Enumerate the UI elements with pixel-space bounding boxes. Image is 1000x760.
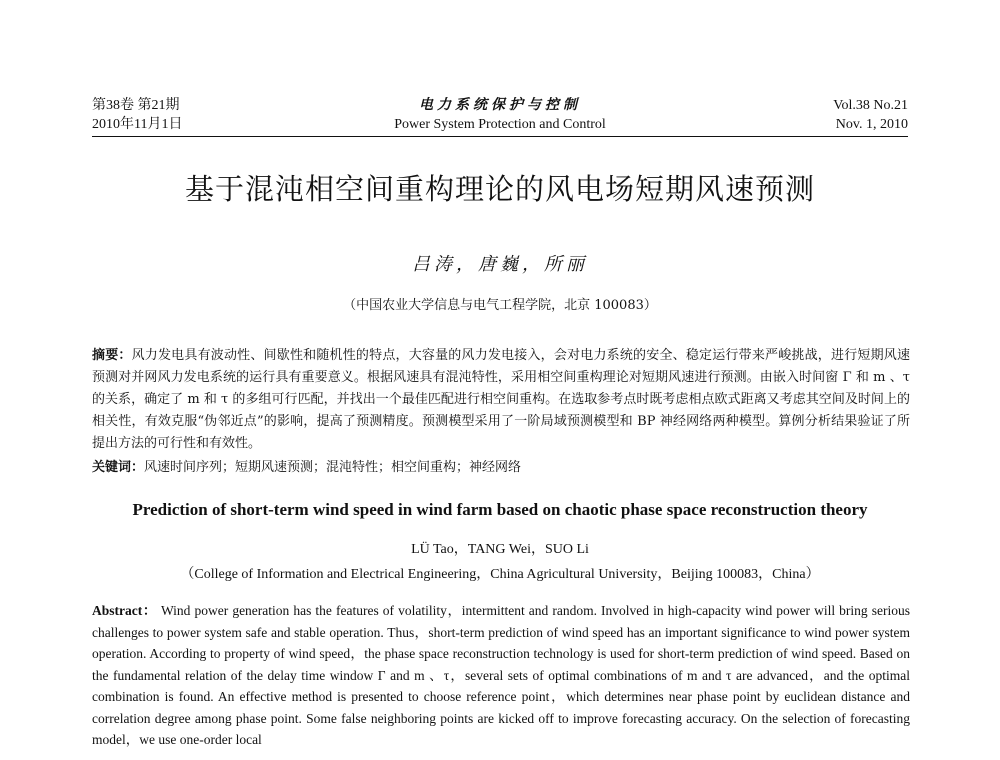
volume-issue-cn: 第38卷 第21期 [92,98,180,113]
abstract-en-text: Wind power generation has the features of volatility，intermittent and random. Involved in high-capacity wind power will bring serious challenges to power system safe and stable operation. Thus，short-term prediction of wind speed has an important significance to wind power system operation. According to property of wind speed，the phase space reconstruction technology is used for short-term prediction of wind speed. Based on the fundamental relation of the delay time window Γ and m 、τ，several sets of optimal combinations of m and τ are advanced，and the optimal combination is found. An effective method is presented to choose reference point，which determines near phase point by euclidean distance and correlation degree among phase point. Some false neighboring points are kicked off to improve forecasting accuracy. On the selection of forecasting model，we use one-order local [92,603,910,747]
journal-name-en: Power System Protection and Control [394,117,606,132]
abstract-en [92,600,910,751]
date-en: Nov. 1, 2010 [835,117,908,132]
paper-title-cn: 基于混沌相空间重构理论的风电场短期风速预测 [184,172,815,206]
authors-cn: 吕涛，唐巍，所丽 [412,254,588,275]
journal-volume-en [833,96,908,134]
header-divider [92,136,908,137]
date-cn: 2010年11月1日 [92,117,183,132]
keywords-cn-label: 关键词： [92,460,145,475]
volume-issue-en: Vol.38 No.21 [833,98,908,113]
authors-en: LÜ Tao，TANG Wei，SUO Li [411,542,589,557]
paper-title-en: Prediction of short-term wind speed in wind farm based on chaotic phase space reconstruction theory [132,500,868,519]
abstract-cn-text: 风力发电具有波动性、间歇性和随机性的特点，大容量的风力发电接入，会对电力系统的安全、稳定运行带来严峻挑战，进行短期风速预测对并网风力发电系统的运行具有重要意义。根据风速具有混沌特性，采用相空间重构理论对短期风速进行预测。由嵌入时间窗 Γ 和 m 、τ 的关系，确定了 m 和 τ 的多组可行匹配，并找出一个最佳匹配进行相空间重构。在选取参考点时既考虑相点欧式距离又考虑其空间及时间上的相关性，有效克服“伪邻近点”的影响，提高了预测精度。预测模型采用了一阶局域预测模型和 BP 神经网络两种模型。算例分析结果验证了所提出方法的可行性和有效性。 [92,348,910,451]
abstract-cn-label: 摘要： [92,348,132,363]
keywords-cn-text: 风速时间序列；短期风速预测；混沌特性；相空间重构；神经网络 [144,460,522,475]
affiliation-cn: （中国农业大学信息与电气工程学院，北京 100083） [343,298,657,313]
keywords-cn [92,457,910,479]
abstract-en-label: Abstract： [92,603,158,618]
journal-name-cn: 电力系统保护与控制 [419,98,581,113]
affiliation-en: （College of Information and Electrical Engineering，China Agricultural University，Beijing 100083，China） [180,567,820,582]
abstract-cn [92,345,910,455]
